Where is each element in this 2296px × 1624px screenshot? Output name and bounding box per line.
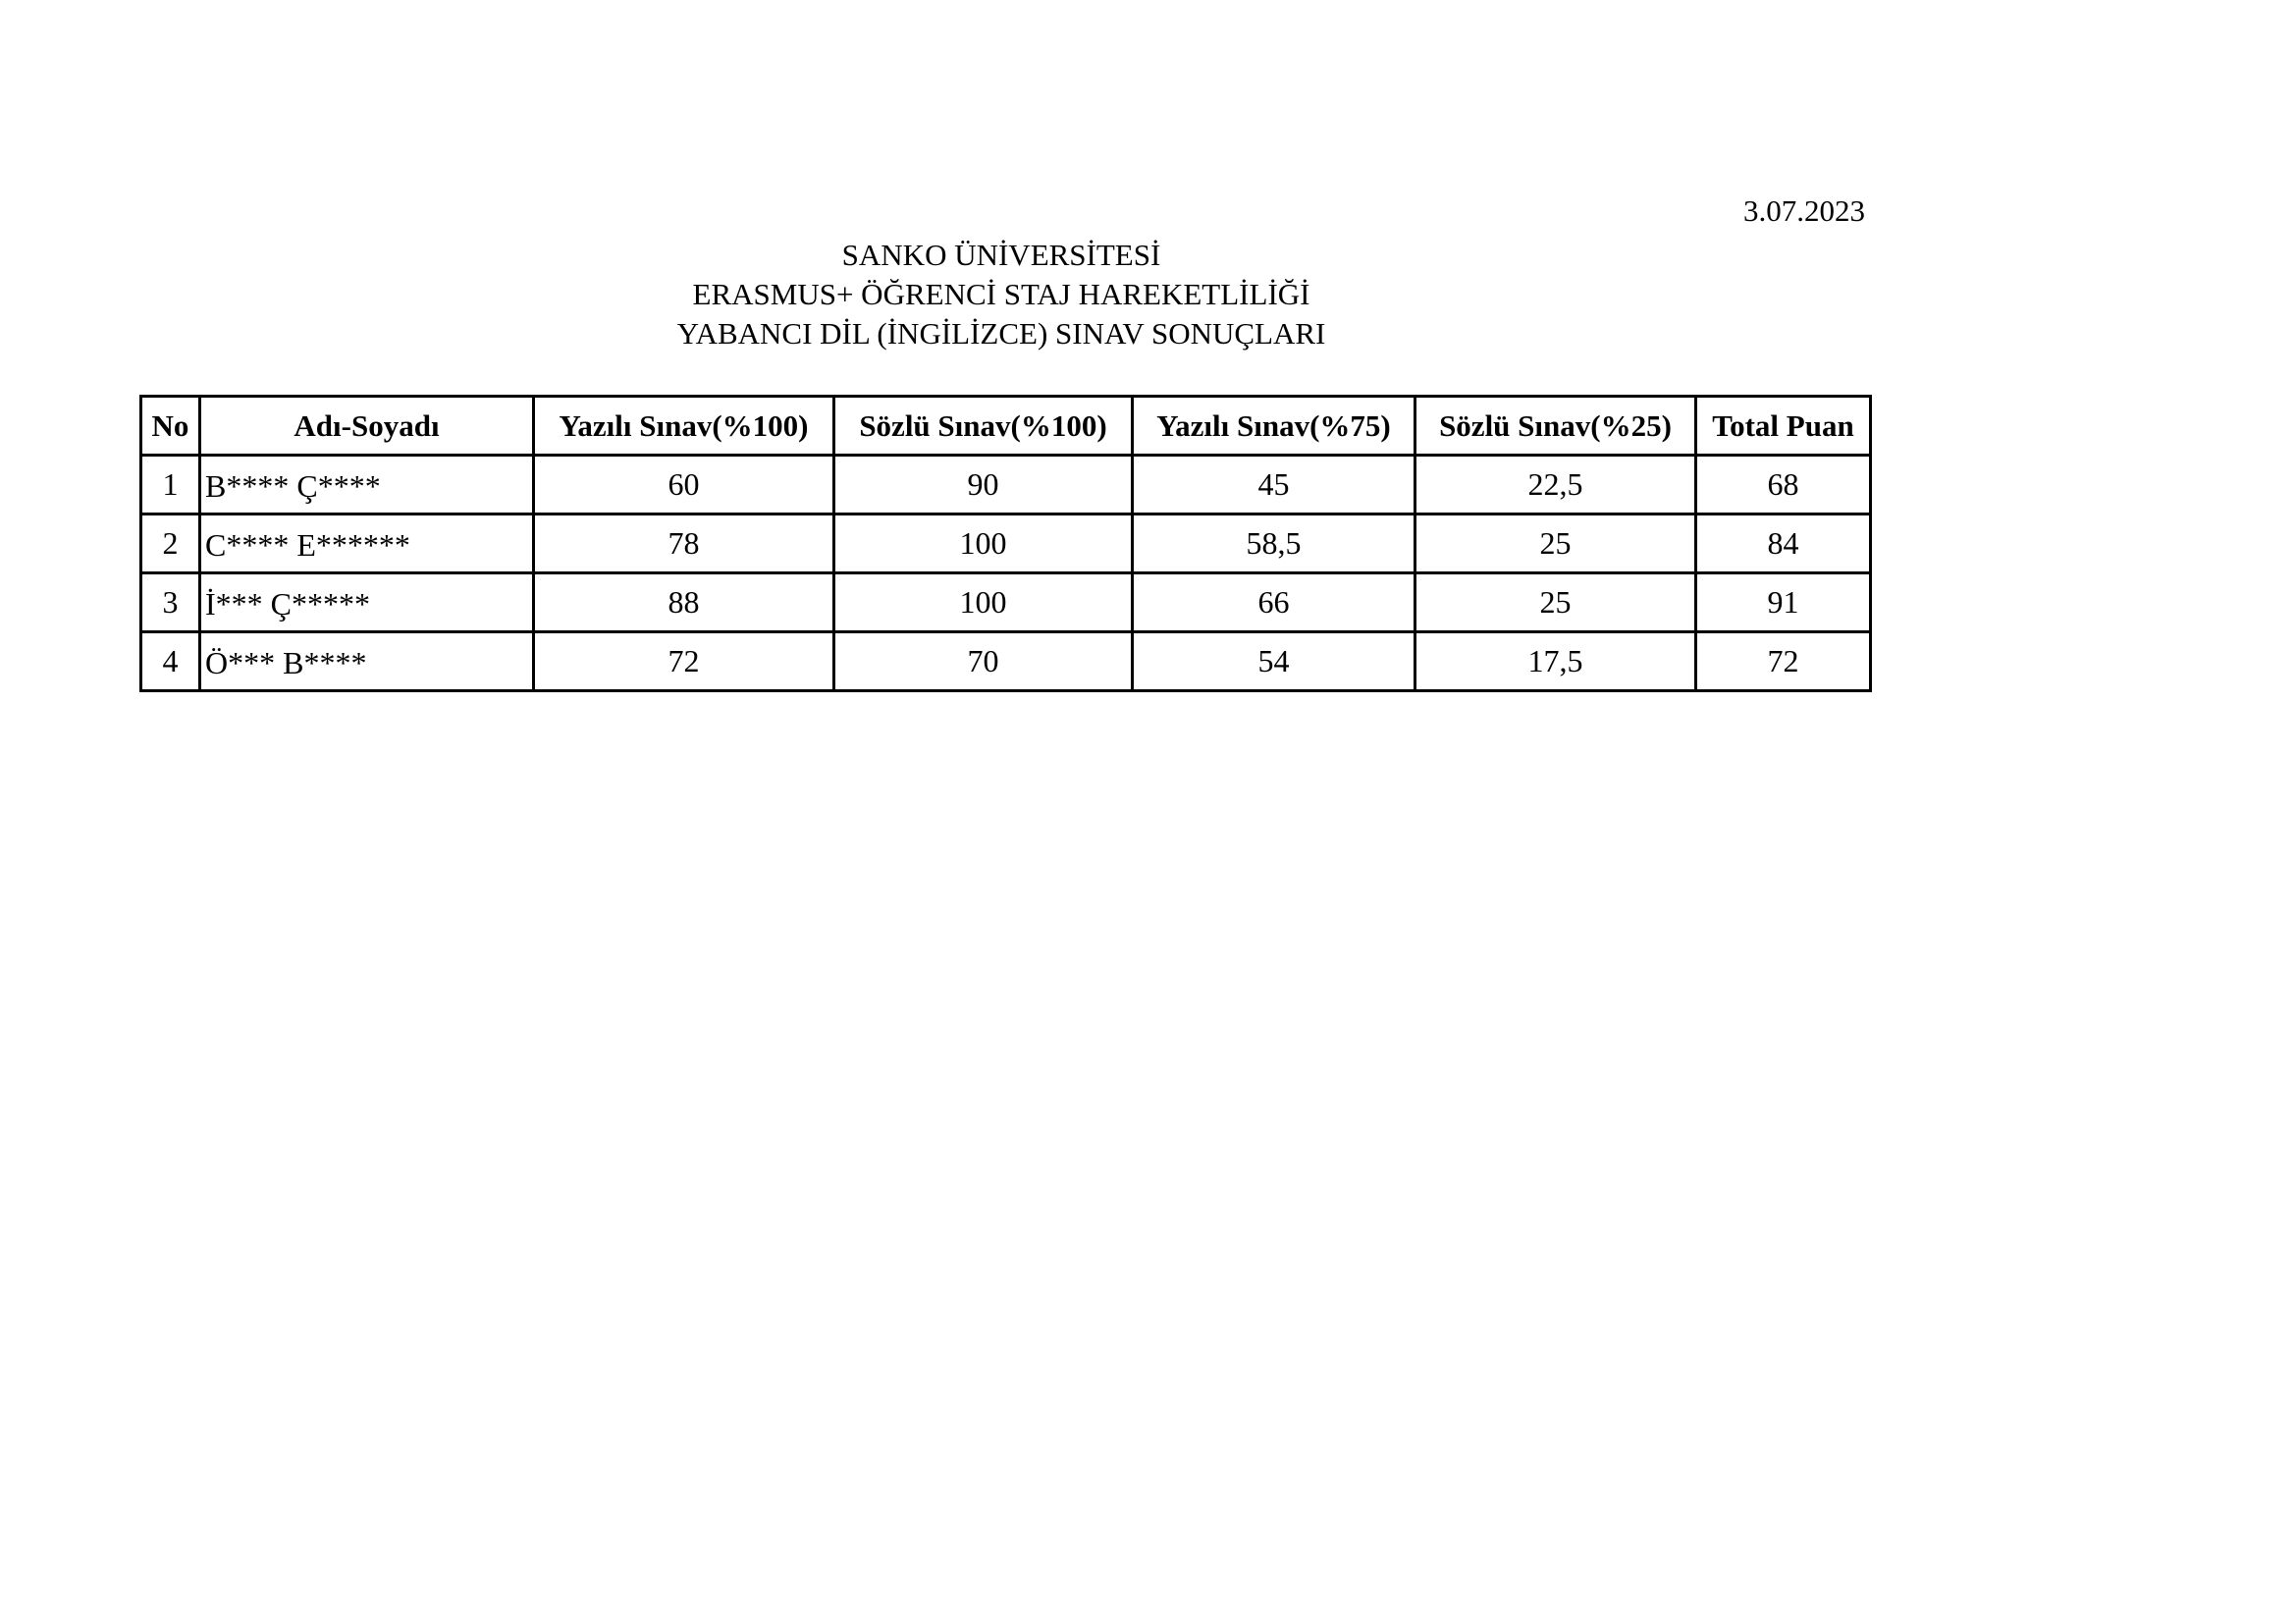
table-row — [141, 514, 1871, 573]
cell-no: 2 — [141, 514, 200, 573]
header-no: No — [141, 397, 200, 456]
cell-name: B**** Ç**** — [200, 456, 534, 514]
cell-no: 3 — [141, 573, 200, 632]
cell-written-75: 54 — [1133, 632, 1415, 691]
cell-written-100: 60 — [534, 456, 834, 514]
cell-name: C**** E****** — [200, 514, 534, 573]
table-row — [141, 632, 1871, 691]
cell-oral-25: 22,5 — [1415, 456, 1696, 514]
cell-no: 4 — [141, 632, 200, 691]
cell-oral-100: 90 — [834, 456, 1133, 514]
cell-written-100: 78 — [534, 514, 834, 573]
header-total: Total Puan — [1696, 397, 1871, 456]
cell-oral-100: 100 — [834, 514, 1133, 573]
cell-written-75: 58,5 — [1133, 514, 1415, 573]
cell-total: 91 — [1696, 573, 1871, 632]
table-header-row — [141, 397, 1871, 456]
table-row — [141, 573, 1871, 632]
document-date: 3.07.2023 — [1743, 193, 1865, 228]
header-oral-25: Sözlü Sınav(%25) — [1415, 397, 1696, 456]
results-table — [139, 395, 1872, 692]
cell-total: 84 — [1696, 514, 1871, 573]
cell-oral-25: 25 — [1415, 514, 1696, 573]
cell-written-75: 45 — [1133, 456, 1415, 514]
table-row — [141, 456, 1871, 514]
exam-results-title: YABANCI DİL (İNGİLİZCE) SINAV SONUÇLARI — [676, 316, 1326, 351]
cell-total: 72 — [1696, 632, 1871, 691]
header-written-100: Yazılı Sınav(%100) — [534, 397, 834, 456]
cell-written-75: 66 — [1133, 573, 1415, 632]
cell-oral-25: 25 — [1415, 573, 1696, 632]
cell-no: 1 — [141, 456, 200, 514]
cell-total: 68 — [1696, 456, 1871, 514]
header-name: Adı-Soyadı — [200, 397, 534, 456]
header-written-75: Yazılı Sınav(%75) — [1133, 397, 1415, 456]
cell-name: İ*** Ç***** — [200, 573, 534, 632]
cell-oral-100: 100 — [834, 573, 1133, 632]
cell-written-100: 88 — [534, 573, 834, 632]
document-title-block — [412, 236, 1590, 353]
cell-name: Ö*** B**** — [200, 632, 534, 691]
program-title: ERASMUS+ ÖĞRENCİ STAJ HAREKETLİLİĞİ — [692, 277, 1310, 311]
cell-oral-100: 70 — [834, 632, 1133, 691]
cell-oral-25: 17,5 — [1415, 632, 1696, 691]
cell-written-100: 72 — [534, 632, 834, 691]
header-oral-100: Sözlü Sınav(%100) — [834, 397, 1133, 456]
university-name: SANKO ÜNİVERSİTESİ — [841, 238, 1161, 272]
